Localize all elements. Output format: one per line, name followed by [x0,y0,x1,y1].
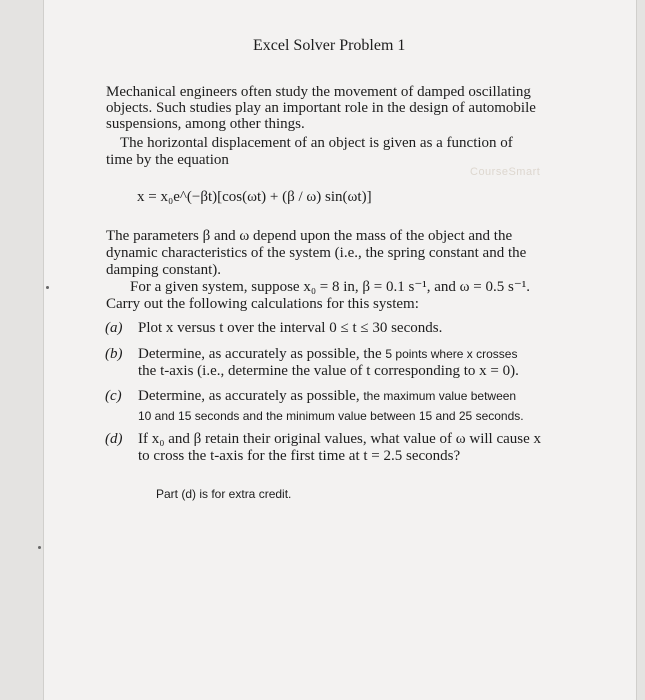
displacement-equation: x = x₀e^(−βt)[cos(ωt) + (β / ω) sin(ωt)] [137,189,372,205]
question-d-label: (d) [105,431,123,447]
question-c-line-1 [138,388,516,404]
params-line-2: dynamic characteristics of the system (i.e., the spring constant and the [106,245,527,261]
params-line-3: damping constant). [106,262,221,278]
question-c-text-main: Determine, as accurately as possible, [138,388,364,404]
question-a-label: (a) [105,320,123,336]
intro-line-5: time by the equation [106,152,229,168]
question-a-text: Plot x versus t over the interval 0 ≤ t ≤ 30 seconds. [138,320,443,336]
margin-dot [38,546,41,549]
page-title: Excel Solver Problem 1 [253,37,406,54]
question-c-line-2: 10 and 15 seconds and the minimum value between 15 and 25 seconds. [138,409,524,423]
question-c-label: (c) [105,388,122,404]
params-line-1: The parameters β and ω depend upon the mass of the object and the [106,228,513,244]
watermark: CourseSmart [470,166,541,178]
question-b-line-2: the t-axis (i.e., determine the value of t corresponding to x = 0). [138,363,519,379]
question-d-line-2: to cross the t-axis for the first time at t = 2.5 seconds? [138,448,461,464]
question-b-text-added: 5 points where x crosses [385,347,518,361]
margin-dot [46,286,49,289]
intro-line-1: Mechanical engineers often study the movement of damped oscillating [106,84,531,100]
extra-credit-note: Part (d) is for extra credit. [156,487,292,501]
question-b-label: (b) [105,346,123,362]
params-line-5: Carry out the following calculations for this system: [106,296,419,312]
question-d-line-1: If x₀ and β retain their original values, what value of ω will cause x [138,431,542,447]
question-b-text-main: Determine, as accurately as possible, the [138,346,386,362]
params-line-4: For a given system, suppose x₀ = 8 in, β = 0.1 s⁻¹, and ω = 0.5 s⁻¹. [130,279,531,295]
intro-line-2: objects. Such studies play an important role in the design of automobile [106,100,536,116]
intro-line-4: The horizontal displacement of an object is given as a function of [120,135,513,151]
question-c-text-added: the maximum value between [363,389,517,403]
question-b-line-1 [138,346,517,362]
intro-line-3: suspensions, among other things. [106,116,305,132]
